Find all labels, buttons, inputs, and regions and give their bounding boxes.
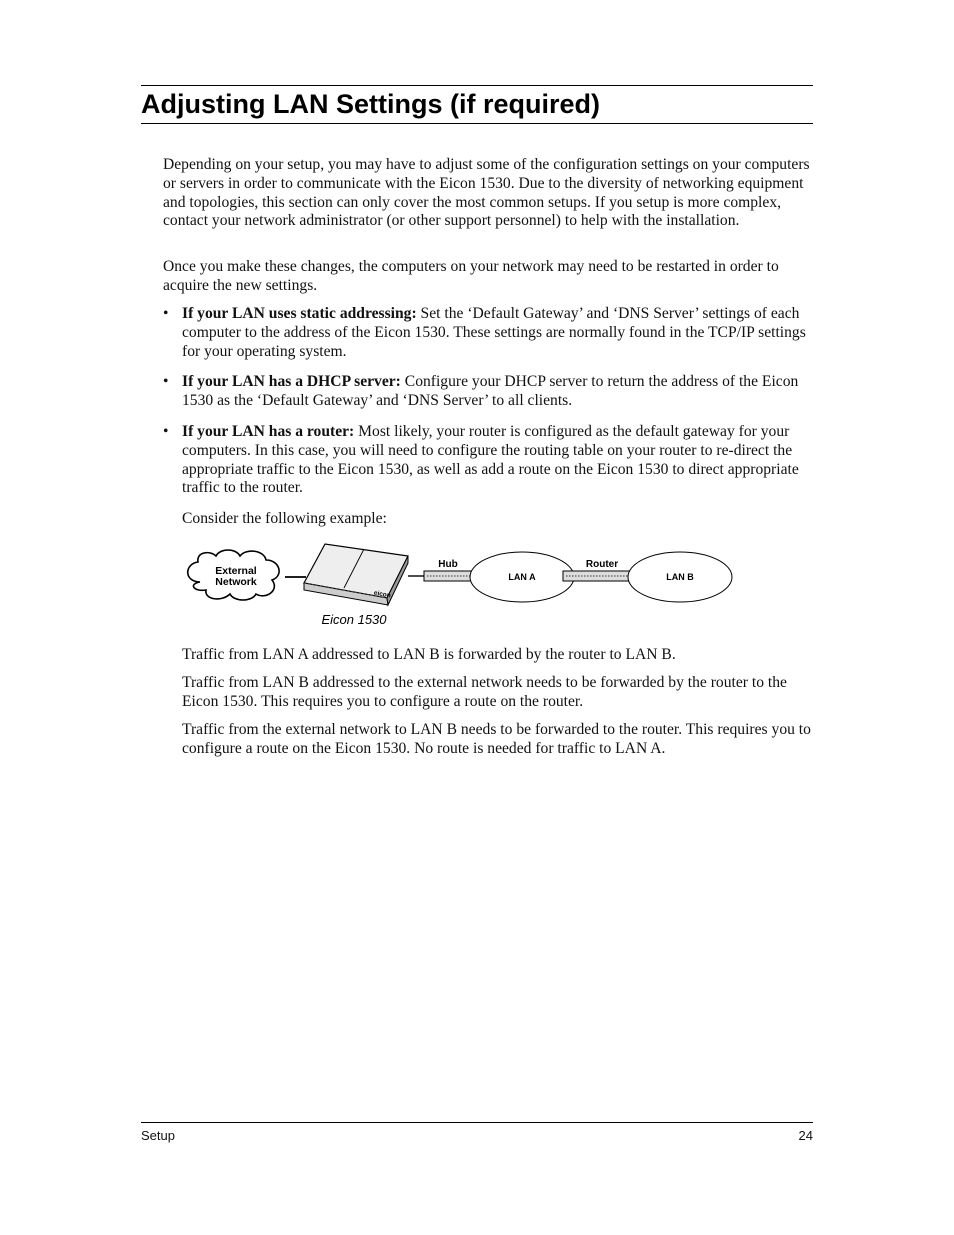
example-traffic-2: Traffic from LAN B addressed to the external network needs to be forwarded by the router to the Eicon 1530. This requires you to configure a route on the router. — [182, 674, 787, 710]
lan-b-label: LAN B — [666, 572, 694, 582]
example-traffic-1: Traffic from LAN A addressed to LAN B is forwarded by the router to LAN B. — [182, 646, 676, 663]
bullet-icon: • — [163, 423, 169, 440]
bullet-lead: If your LAN uses static addressing: — [182, 305, 417, 322]
router-icon — [563, 571, 637, 581]
bullet-body: Most likely, your router is configured as the default gateway for your computers. In this case, you will need to configure the routing table on your router to re-direct the appropriate traffic to the Eicon 1530, as well as add a route on the Eicon 1530 to direct appropriate traffic to the router. — [182, 423, 799, 497]
footer-rule — [141, 1122, 813, 1123]
page-number: 24 — [798, 1128, 813, 1143]
bullet-text — [182, 373, 813, 411]
example-traffic-3: Traffic from the external network to LAN B needs to be forwarded to the router. This requires you to configure a route on the Eicon 1530. No route is needed for traffic to LAN A. — [182, 721, 811, 757]
title-rule-bottom — [141, 123, 813, 124]
hub-icon — [424, 571, 477, 581]
bullet-text — [182, 423, 813, 498]
lan-a-label: LAN A — [508, 572, 536, 582]
cloud-label-line1: External — [215, 565, 257, 577]
network-diagram — [182, 540, 742, 632]
bullet-body: Set the ‘Default Gateway’ and ‘DNS Server’ settings of each computer to the address of the Eicon 1530. These settings are normally found in the TCP/IP settings for your operating system. — [182, 305, 806, 360]
cloud-label-line2: Network — [215, 576, 257, 588]
bullet-icon: • — [163, 305, 169, 322]
bullet-lead: If your LAN has a router: — [182, 423, 355, 440]
page-title: Adjusting LAN Settings (if required) — [141, 89, 600, 119]
eicon-device-icon — [304, 544, 408, 605]
bullet-lead: If your LAN has a DHCP server: — [182, 373, 401, 390]
bullet-text — [182, 305, 813, 361]
example-intro: Consider the following example: — [182, 510, 387, 527]
footer-section: Setup — [141, 1128, 175, 1143]
device-logo: eicon — [373, 589, 392, 600]
device-label: Eicon 1530 — [321, 612, 387, 627]
bullet-body: Configure your DHCP server to return the address of the Eicon 1530 as the ‘Default Gateway’ and ‘DNS Server’ to all clients. — [182, 373, 799, 409]
hub-label: Hub — [438, 559, 458, 570]
router-label: Router — [585, 559, 619, 570]
intro-paragraph-1: Depending on your setup, you may have to adjust some of the configuration settings on your computers or servers in order to communicate with the Eicon 1530. Due to the diversity of networking equipment and topologies, this section can only cover the most common setups. If you setup is more complex, contact your network administrator (or other support personnel) to help with the installation. — [163, 156, 810, 230]
bullet-icon: • — [163, 373, 169, 390]
intro-paragraph-2: Once you make these changes, the computers on your network may need to be restarted in order to acquire the new settings. — [163, 258, 779, 294]
